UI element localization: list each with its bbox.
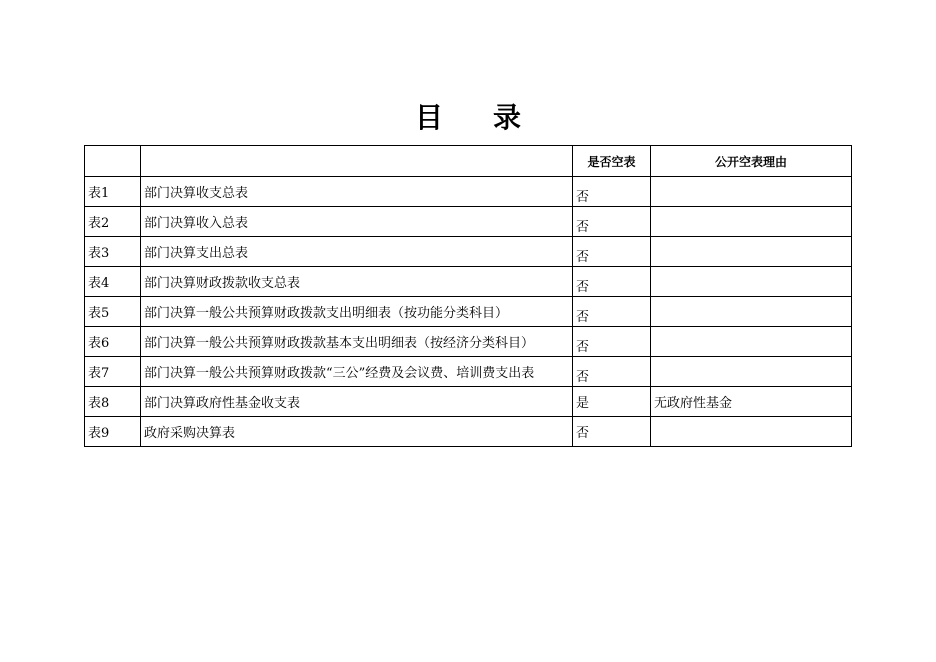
- row-name: 部门决算收支总表: [141, 177, 573, 207]
- table-row: [85, 357, 852, 387]
- row-id: 表1: [85, 177, 141, 207]
- row-id: 表9: [85, 417, 141, 447]
- row-id: 表4: [85, 267, 141, 297]
- header-row: [85, 146, 852, 177]
- row-is-empty: 否: [573, 177, 651, 207]
- toc-table: [84, 145, 852, 447]
- table-row: [85, 387, 852, 417]
- row-is-empty: 否: [573, 327, 651, 357]
- header-is-empty: 是否空表: [573, 146, 651, 177]
- row-is-empty: 否: [573, 417, 651, 447]
- header-name: [141, 146, 573, 177]
- page-title: [0, 96, 936, 136]
- row-id: 表8: [85, 387, 141, 417]
- table-row: [85, 327, 852, 357]
- row-name: 政府采购决算表: [141, 417, 573, 447]
- row-reason: [651, 177, 852, 207]
- row-id: 表5: [85, 297, 141, 327]
- table-row: [85, 207, 852, 237]
- row-reason: [651, 417, 852, 447]
- row-is-empty: 否: [573, 237, 651, 267]
- row-reason: [651, 207, 852, 237]
- row-id: 表6: [85, 327, 141, 357]
- row-is-empty: 是: [573, 387, 651, 417]
- row-name: 部门决算一般公共预算财政拨款基本支出明细表（按经济分类科目）: [141, 327, 573, 357]
- row-is-empty: 否: [573, 267, 651, 297]
- row-is-empty: 否: [573, 297, 651, 327]
- table-row: [85, 297, 852, 327]
- row-reason: [651, 357, 852, 387]
- row-id: 表7: [85, 357, 141, 387]
- row-name: 部门决算一般公共预算财政拨款“三公”经费及会议费、培训费支出表: [141, 357, 573, 387]
- row-reason: [651, 297, 852, 327]
- table-row: [85, 267, 852, 297]
- row-reason: [651, 327, 852, 357]
- header-reason: 公开空表理由: [651, 146, 852, 177]
- row-name: 部门决算政府性基金收支表: [141, 387, 573, 417]
- row-name: 部门决算收入总表: [141, 207, 573, 237]
- row-name: 部门决算一般公共预算财政拨款支出明细表（按功能分类科目）: [141, 297, 573, 327]
- page-title-char-1: 目: [414, 101, 443, 134]
- header-id: [85, 146, 141, 177]
- page-title-char-2: 录: [493, 101, 522, 134]
- row-reason: [651, 237, 852, 267]
- row-name: 部门决算支出总表: [141, 237, 573, 267]
- row-reason: 无政府性基金: [651, 387, 852, 417]
- row-name: 部门决算财政拨款收支总表: [141, 267, 573, 297]
- table-row: [85, 177, 852, 207]
- row-id: 表2: [85, 207, 141, 237]
- table-row: [85, 417, 852, 447]
- table-row: [85, 237, 852, 267]
- row-is-empty: 否: [573, 357, 651, 387]
- row-reason: [651, 267, 852, 297]
- row-id: 表3: [85, 237, 141, 267]
- row-is-empty: 否: [573, 207, 651, 237]
